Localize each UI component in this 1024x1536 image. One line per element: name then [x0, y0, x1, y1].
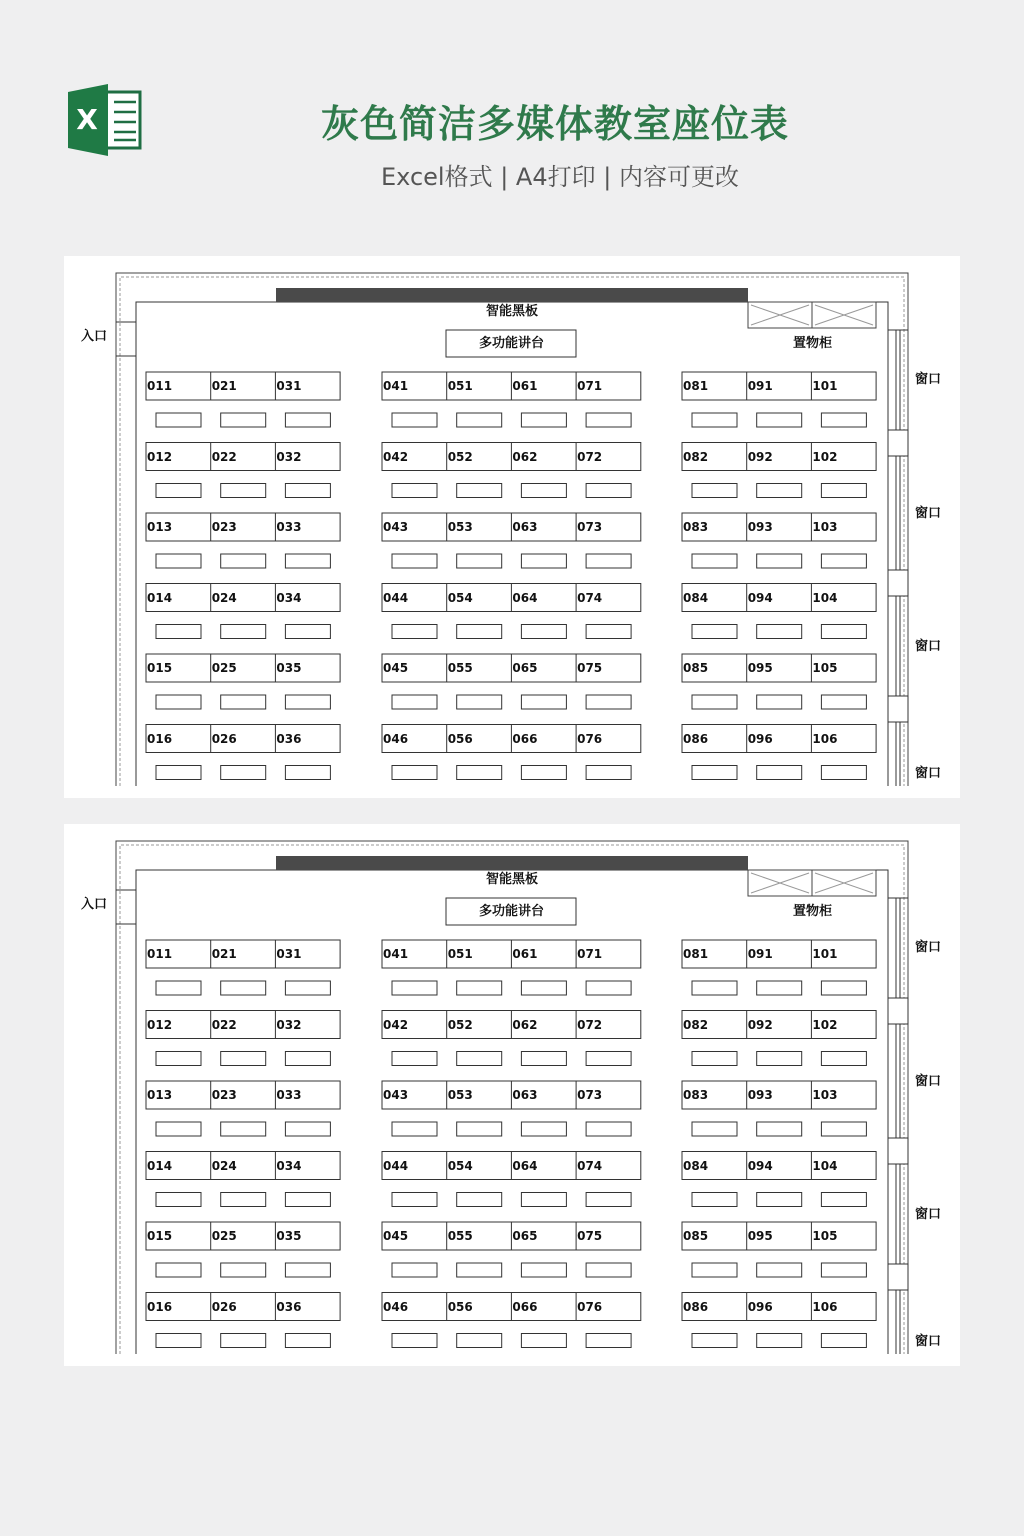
desk [692, 625, 737, 639]
seat-number: 045 [383, 661, 409, 675]
seat-number: 022 [211, 449, 237, 464]
seat-number: 015 [147, 661, 173, 675]
desk [692, 695, 737, 709]
cabinet-label: 置物柜 [793, 904, 833, 919]
seat-number: 011 [147, 379, 173, 393]
seat-number: 096 [747, 1299, 773, 1314]
desk [757, 1122, 802, 1136]
desk [285, 1334, 330, 1348]
seating-sheet [64, 256, 960, 798]
seat-number: 086 [683, 1299, 709, 1314]
desk [521, 981, 566, 995]
seat-row [682, 372, 876, 400]
desk [521, 695, 566, 709]
seat-number: 081 [683, 947, 709, 961]
seat-row [146, 1293, 340, 1321]
seat-row [146, 1081, 340, 1109]
seat-number: 102 [812, 449, 838, 464]
seat-number: 084 [683, 590, 709, 605]
seat-number: 053 [447, 520, 473, 534]
seat-number: 035 [276, 1229, 302, 1243]
desk [221, 1122, 266, 1136]
desk [392, 1263, 437, 1277]
seat-number: 036 [276, 1299, 302, 1314]
seat-row [146, 372, 340, 400]
seat-row [682, 1152, 876, 1180]
seat-row [682, 1081, 876, 1109]
seat-number: 091 [747, 379, 773, 393]
desk [392, 413, 437, 427]
desk [285, 981, 330, 995]
seat-number: 062 [512, 449, 538, 464]
seat-number: 085 [683, 661, 709, 675]
desk [692, 413, 737, 427]
seat-number: 063 [512, 1088, 538, 1102]
seat-number: 046 [383, 731, 409, 746]
desk [757, 981, 802, 995]
seat-number: 101 [812, 947, 838, 961]
seat-number: 093 [747, 520, 773, 534]
seat-number: 043 [383, 520, 409, 534]
seat-row [146, 513, 340, 541]
desk [285, 413, 330, 427]
seat-number: 103 [812, 520, 838, 534]
desk [586, 766, 631, 780]
seat-number: 056 [447, 1299, 473, 1314]
seat-number: 056 [447, 731, 473, 746]
desk [457, 1122, 502, 1136]
window-label: 窗口 [915, 506, 942, 521]
seat-number: 095 [747, 661, 773, 675]
desk [821, 484, 866, 498]
seat-number: 066 [512, 731, 538, 746]
desk [392, 766, 437, 780]
desk [521, 1122, 566, 1136]
seat-number: 106 [812, 731, 838, 746]
seat-number: 104 [812, 1158, 838, 1173]
seat-number: 054 [447, 590, 473, 605]
seat-number: 063 [512, 520, 538, 534]
desk [392, 1193, 437, 1207]
desk [392, 1122, 437, 1136]
desk [285, 1193, 330, 1207]
desk [692, 766, 737, 780]
window-label: 窗口 [915, 1074, 942, 1089]
desk [757, 625, 802, 639]
desk [586, 1122, 631, 1136]
seat-number: 025 [211, 1229, 237, 1243]
seat-number: 051 [447, 379, 473, 393]
desk [156, 484, 201, 498]
seat-number: 075 [577, 661, 603, 675]
desk [521, 413, 566, 427]
desk [457, 413, 502, 427]
desk [757, 1193, 802, 1207]
window-pillar [888, 430, 908, 456]
desk [521, 1334, 566, 1348]
seat-number: 012 [147, 1017, 173, 1032]
desk [821, 1193, 866, 1207]
seat-row [146, 1152, 340, 1180]
seat-number: 065 [512, 661, 538, 675]
desk [757, 695, 802, 709]
seat-number: 095 [747, 1229, 773, 1243]
desk [586, 1052, 631, 1066]
desk [821, 554, 866, 568]
desk [221, 484, 266, 498]
desk [285, 1263, 330, 1277]
seat-number: 106 [812, 1299, 838, 1314]
seat-number: 062 [512, 1017, 538, 1032]
desk [285, 695, 330, 709]
desk [221, 625, 266, 639]
seat-number: 023 [211, 520, 237, 534]
desk [821, 981, 866, 995]
seat-row [682, 584, 876, 612]
window-label: 窗口 [915, 1334, 942, 1349]
seat-number: 036 [276, 731, 302, 746]
seat-number: 083 [683, 1088, 709, 1102]
desk [156, 1052, 201, 1066]
desk [156, 981, 201, 995]
desk [757, 484, 802, 498]
seat-number: 024 [211, 590, 237, 605]
desk [457, 1052, 502, 1066]
seat-number: 074 [577, 590, 603, 605]
desk [285, 554, 330, 568]
seat-number: 013 [147, 1088, 173, 1102]
desk [757, 1334, 802, 1348]
seat-number: 016 [147, 1299, 173, 1314]
desk [457, 554, 502, 568]
desk [221, 981, 266, 995]
seat-row [682, 654, 876, 682]
desk [586, 413, 631, 427]
seat-number: 075 [577, 1229, 603, 1243]
desk [156, 1263, 201, 1277]
desk [821, 1334, 866, 1348]
seat-number: 093 [747, 1088, 773, 1102]
desk [821, 766, 866, 780]
seat-number: 071 [577, 379, 603, 393]
seat-number: 011 [147, 947, 173, 961]
seat-number: 103 [812, 1088, 838, 1102]
desk [692, 1122, 737, 1136]
seat-number: 104 [812, 590, 838, 605]
desk [221, 554, 266, 568]
seat-number: 065 [512, 1229, 538, 1243]
desk [692, 1263, 737, 1277]
seat-number: 021 [211, 379, 237, 393]
window-pillar [888, 1138, 908, 1164]
cabinet-label: 置物柜 [793, 336, 833, 351]
seat-number: 082 [683, 449, 709, 464]
seat-number: 021 [211, 947, 237, 961]
seat-row [146, 940, 340, 968]
desk [457, 1193, 502, 1207]
seat-number: 024 [211, 1158, 237, 1173]
seat-number: 083 [683, 520, 709, 534]
desk [521, 484, 566, 498]
seat-number: 053 [447, 1088, 473, 1102]
seat-number: 052 [447, 1017, 473, 1032]
desk [757, 1263, 802, 1277]
seat-row [682, 725, 876, 753]
seat-number: 055 [447, 661, 473, 675]
desk [821, 695, 866, 709]
desk [392, 1334, 437, 1348]
seat-number: 081 [683, 379, 709, 393]
desk [692, 484, 737, 498]
desk [221, 1263, 266, 1277]
seat-number: 042 [383, 1017, 409, 1032]
seat-number: 031 [276, 379, 302, 393]
desk [457, 981, 502, 995]
desk [692, 554, 737, 568]
desk [692, 1193, 737, 1207]
entrance-label: 入口 [81, 897, 108, 912]
seat-number: 073 [577, 1088, 603, 1102]
seat-number: 071 [577, 947, 603, 961]
blackboard-label: 智能黑板 [486, 872, 539, 887]
window-pillar [888, 998, 908, 1024]
seat-number: 076 [577, 731, 603, 746]
seat-number: 032 [276, 449, 302, 464]
seat-number: 012 [147, 449, 173, 464]
seat-number: 084 [683, 1158, 709, 1173]
desk [156, 695, 201, 709]
seat-number: 061 [512, 947, 538, 961]
window-pillar [888, 570, 908, 596]
window-pillar [888, 696, 908, 722]
desk [156, 413, 201, 427]
desk [521, 1193, 566, 1207]
desk [392, 1052, 437, 1066]
desk [285, 766, 330, 780]
seat-row [682, 1011, 876, 1039]
seat-number: 013 [147, 520, 173, 534]
desk [392, 554, 437, 568]
window-label: 窗口 [915, 766, 942, 781]
desk [586, 554, 631, 568]
entrance-label: 入口 [81, 329, 108, 344]
seat-number: 035 [276, 661, 302, 675]
desk [156, 1334, 201, 1348]
blackboard [276, 856, 748, 870]
seat-number: 041 [383, 947, 409, 961]
desk [457, 625, 502, 639]
seat-number: 101 [812, 379, 838, 393]
seat-number: 016 [147, 731, 173, 746]
seat-number: 096 [747, 731, 773, 746]
desk [821, 413, 866, 427]
seat-number: 026 [211, 731, 237, 746]
podium-label: 多功能讲台 [479, 904, 545, 919]
desk [156, 1122, 201, 1136]
seat-number: 064 [512, 1158, 538, 1173]
desk [392, 981, 437, 995]
desk [586, 1263, 631, 1277]
seat-number: 043 [383, 1088, 409, 1102]
desk [757, 766, 802, 780]
seat-number: 055 [447, 1229, 473, 1243]
desk [156, 1193, 201, 1207]
desk [692, 981, 737, 995]
seat-number: 051 [447, 947, 473, 961]
window-label: 窗口 [915, 639, 942, 654]
podium-label: 多功能讲台 [479, 336, 545, 351]
seat-row [146, 443, 340, 471]
desk [821, 1052, 866, 1066]
seat-number: 031 [276, 947, 302, 961]
desk [692, 1052, 737, 1066]
seat-number: 023 [211, 1088, 237, 1102]
seat-number: 054 [447, 1158, 473, 1173]
desk [757, 554, 802, 568]
seat-number: 094 [747, 590, 773, 605]
seat-number: 092 [747, 449, 773, 464]
seat-number: 015 [147, 1229, 173, 1243]
seat-number: 072 [577, 1017, 603, 1032]
desk [392, 695, 437, 709]
seat-row [682, 443, 876, 471]
seat-number: 046 [383, 1299, 409, 1314]
seat-number: 014 [147, 1158, 173, 1173]
desk [757, 413, 802, 427]
seat-number: 014 [147, 590, 173, 605]
seat-number: 034 [276, 590, 302, 605]
desk [457, 766, 502, 780]
desk [392, 484, 437, 498]
seat-number: 041 [383, 379, 409, 393]
seat-number: 044 [383, 590, 409, 605]
seat-row [146, 1222, 340, 1250]
seat-number: 094 [747, 1158, 773, 1173]
seat-number: 073 [577, 520, 603, 534]
desk [586, 981, 631, 995]
seat-number: 032 [276, 1017, 302, 1032]
seat-row [682, 940, 876, 968]
seat-number: 082 [683, 1017, 709, 1032]
seat-number: 105 [812, 1229, 838, 1243]
desk [221, 695, 266, 709]
seat-row [682, 1293, 876, 1321]
desk [586, 484, 631, 498]
seat-number: 034 [276, 1158, 302, 1173]
seat-number: 061 [512, 379, 538, 393]
seat-number: 076 [577, 1299, 603, 1314]
seat-number: 066 [512, 1299, 538, 1314]
seat-number: 022 [211, 1017, 237, 1032]
window-label: 窗口 [915, 372, 942, 387]
seat-row [146, 1011, 340, 1039]
desk [221, 1052, 266, 1066]
desk [692, 1334, 737, 1348]
desk [457, 1334, 502, 1348]
seat-number: 033 [276, 1088, 302, 1102]
desk [457, 484, 502, 498]
seat-row [682, 1222, 876, 1250]
seat-number: 074 [577, 1158, 603, 1173]
desk [221, 766, 266, 780]
seating-sheet [64, 824, 960, 1366]
seat-row [146, 725, 340, 753]
seat-number: 105 [812, 661, 838, 675]
desk [821, 625, 866, 639]
desk [457, 695, 502, 709]
seat-row [146, 654, 340, 682]
desk [586, 625, 631, 639]
desk [156, 766, 201, 780]
desk [285, 1122, 330, 1136]
window-label: 窗口 [915, 1207, 942, 1222]
desk [156, 625, 201, 639]
blackboard-label: 智能黑板 [486, 304, 539, 319]
window-pillar [888, 1264, 908, 1290]
seat-number: 044 [383, 1158, 409, 1173]
desk [392, 625, 437, 639]
seat-number: 102 [812, 1017, 838, 1032]
desk [221, 413, 266, 427]
desk [285, 625, 330, 639]
seat-number: 033 [276, 520, 302, 534]
desk [285, 484, 330, 498]
desk [457, 1263, 502, 1277]
desk [821, 1122, 866, 1136]
desk [586, 1334, 631, 1348]
desk [285, 1052, 330, 1066]
page-title: 灰色简洁多媒体教室座位表 [320, 102, 789, 146]
desk [586, 1193, 631, 1207]
desk [521, 625, 566, 639]
seat-number: 072 [577, 449, 603, 464]
seat-number: 052 [447, 449, 473, 464]
window-label: 窗口 [915, 940, 942, 955]
desk [521, 554, 566, 568]
seat-number: 091 [747, 947, 773, 961]
page-subtitle: Excel格式 | A4打印 | 内容可更改 [381, 163, 739, 191]
blackboard [276, 288, 748, 302]
seat-number: 026 [211, 1299, 237, 1314]
seat-number: 085 [683, 1229, 709, 1243]
desk [586, 695, 631, 709]
desk [221, 1193, 266, 1207]
desk [156, 554, 201, 568]
seat-number: 025 [211, 661, 237, 675]
desk [757, 1052, 802, 1066]
seat-number: 092 [747, 1017, 773, 1032]
desk [821, 1263, 866, 1277]
desk [521, 1263, 566, 1277]
seat-number: 042 [383, 449, 409, 464]
seat-number: 045 [383, 1229, 409, 1243]
desk [521, 766, 566, 780]
seat-row [146, 584, 340, 612]
logo-letter: X [76, 103, 98, 136]
seat-row [682, 513, 876, 541]
desk [221, 1334, 266, 1348]
desk [521, 1052, 566, 1066]
seat-number: 086 [683, 731, 709, 746]
seat-number: 064 [512, 590, 538, 605]
